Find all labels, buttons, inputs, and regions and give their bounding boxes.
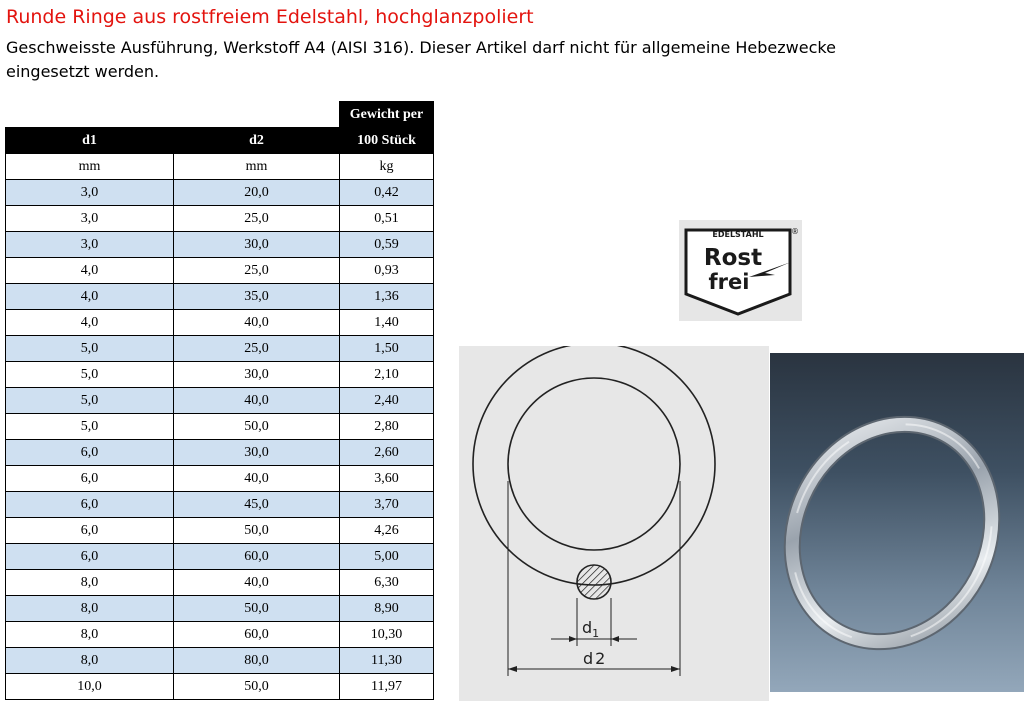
d1-unit: mm	[6, 154, 174, 180]
d2-cell: 40,0	[174, 466, 340, 492]
d2-header: d2	[174, 128, 340, 154]
table-row	[6, 336, 434, 362]
d1-cell: 10,0	[6, 674, 174, 700]
logo-text-edelstahl: EDELSTAHL	[712, 230, 764, 239]
d1-cell: 8,0	[6, 648, 174, 674]
d2-cell: 40,0	[174, 388, 340, 414]
d2-cell: 25,0	[174, 336, 340, 362]
weight-cell: 3,60	[340, 466, 434, 492]
d2-cell: 40,0	[174, 310, 340, 336]
weight-cell: 2,80	[340, 414, 434, 440]
table-row	[6, 388, 434, 414]
table-row	[6, 596, 434, 622]
d2-cell: 60,0	[174, 544, 340, 570]
table-row	[6, 674, 434, 700]
d2-cell: 40,0	[174, 570, 340, 596]
d2-cell: 50,0	[174, 596, 340, 622]
d2-cell: 80,0	[174, 648, 340, 674]
stainless-ring-photo-icon	[770, 353, 1024, 692]
table-row	[6, 362, 434, 388]
table-row	[6, 258, 434, 284]
weight-cell: 8,90	[340, 596, 434, 622]
d1-cell: 5,0	[6, 336, 174, 362]
d1-cell: 5,0	[6, 414, 174, 440]
d1-cell: 4,0	[6, 310, 174, 336]
d1-cell: 3,0	[6, 232, 174, 258]
table-row	[6, 518, 434, 544]
table-row	[6, 544, 434, 570]
table-row	[6, 466, 434, 492]
ring-technical-drawing	[459, 346, 769, 701]
table-row	[6, 284, 434, 310]
unit-row	[6, 154, 434, 180]
table-row	[6, 440, 434, 466]
weight-cell: 2,60	[340, 440, 434, 466]
d1-header: d1	[6, 128, 174, 154]
dimension-table	[5, 101, 434, 700]
weight-cell: 5,00	[340, 544, 434, 570]
weight-cell: 10,30	[340, 622, 434, 648]
d1-cell: 4,0	[6, 284, 174, 310]
ring-product-photo	[770, 353, 1024, 692]
weight-cell: 0,59	[340, 232, 434, 258]
d2-unit: mm	[174, 154, 340, 180]
weight-header-line2: 100 Stück	[340, 128, 434, 154]
table-row	[6, 206, 434, 232]
d1-cell: 6,0	[6, 544, 174, 570]
weight-cell: 1,40	[340, 310, 434, 336]
weight-cell: 1,50	[340, 336, 434, 362]
d2-cell: 60,0	[174, 622, 340, 648]
d2-cell: 50,0	[174, 518, 340, 544]
weight-cell: 0,93	[340, 258, 434, 284]
header-row	[6, 128, 434, 154]
d1-cell: 6,0	[6, 466, 174, 492]
table-row	[6, 180, 434, 206]
d1-cell: 8,0	[6, 622, 174, 648]
d2-cell: 30,0	[174, 232, 340, 258]
weight-cell: 4,26	[340, 518, 434, 544]
header-row-top	[6, 102, 434, 128]
d2-cell: 30,0	[174, 440, 340, 466]
weight-cell: 0,51	[340, 206, 434, 232]
weight-cell: 2,40	[340, 388, 434, 414]
page-title: Runde Ringe aus rostfreiem Edelstahl, hochglanzpoliert	[6, 6, 534, 28]
table-row	[6, 310, 434, 336]
table-row	[6, 648, 434, 674]
logo-text-rost: Rost	[703, 245, 763, 271]
table-row	[6, 232, 434, 258]
logo-registered-mark: ®	[791, 227, 799, 236]
d1-cell: 5,0	[6, 388, 174, 414]
d1-cell: 3,0	[6, 180, 174, 206]
d2-cell: 25,0	[174, 206, 340, 232]
weight-cell: 3,70	[340, 492, 434, 518]
weight-unit: kg	[340, 154, 434, 180]
rostfrei-logo	[679, 220, 802, 321]
weight-cell: 2,10	[340, 362, 434, 388]
d1-cell: 6,0	[6, 518, 174, 544]
table-row	[6, 570, 434, 596]
d1-cell: 8,0	[6, 570, 174, 596]
d2-cell: 50,0	[174, 414, 340, 440]
product-description: Geschweisste Ausführung, Werkstoff A4 (AISI 316). Dieser Artikel darf nicht für allgemeine Hebezwecke eingesetzt werden.	[6, 38, 836, 81]
d1-cell: 8,0	[6, 596, 174, 622]
weight-cell: 6,30	[340, 570, 434, 596]
d1-cell: 4,0	[6, 258, 174, 284]
d2-cell: 50,0	[174, 674, 340, 700]
d1-cell: 6,0	[6, 492, 174, 518]
ring-drawing-icon	[459, 346, 769, 701]
d1-cell: 6,0	[6, 440, 174, 466]
table-row	[6, 414, 434, 440]
d2-cell: 25,0	[174, 258, 340, 284]
d2-cell: 30,0	[174, 362, 340, 388]
label-d2: d 2	[583, 649, 606, 668]
table-row	[6, 622, 434, 648]
d2-cell: 35,0	[174, 284, 340, 310]
d2-cell: 20,0	[174, 180, 340, 206]
rostfrei-logo-icon	[679, 220, 802, 321]
weight-cell: 0,42	[340, 180, 434, 206]
label-d1: $d_1$	[582, 618, 600, 640]
weight-cell: 1,36	[340, 284, 434, 310]
logo-text-frei: frei	[708, 270, 750, 294]
weight-cell: 11,97	[340, 674, 434, 700]
weight-cell: 11,30	[340, 648, 434, 674]
d2-cell: 45,0	[174, 492, 340, 518]
d1-cell: 3,0	[6, 206, 174, 232]
weight-header-line1: Gewicht per	[340, 102, 434, 128]
d1-cell: 5,0	[6, 362, 174, 388]
table-row	[6, 492, 434, 518]
